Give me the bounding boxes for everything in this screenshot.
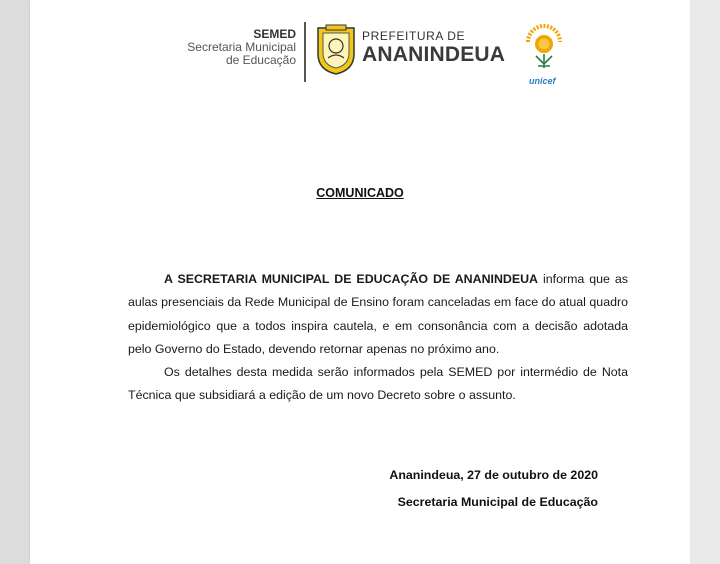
semed-line-2: de Educação xyxy=(225,53,296,67)
city-crest-icon xyxy=(314,24,358,76)
unicef-seal-icon xyxy=(522,18,566,80)
paragraph-1 xyxy=(128,268,628,361)
document-title xyxy=(30,184,690,202)
paragraph-1-rest: informa que as aulas presenciais da Rede Municipal de Ensino foram canceladas em face do atual quadro epidemiológico que a todos inspira cautela, e em consonância com a decisão adotada pelo Governo do Estado, devendo retornar apenas no próximo ano. xyxy=(128,272,629,356)
background-edge xyxy=(690,0,720,564)
semed-line-1: Secretaria Municipal xyxy=(187,40,296,54)
letterhead xyxy=(30,14,690,84)
prefeitura-label: PREFEITURA DE xyxy=(362,29,466,43)
letterhead-divider xyxy=(304,22,306,82)
document-page xyxy=(30,0,690,564)
unicef-label: unicef xyxy=(529,76,556,86)
place-date: Ananindeua, 27 de outubro de 2020 xyxy=(389,468,598,482)
city-name: ANANINDEUA xyxy=(362,43,506,66)
semed-title: SEMED xyxy=(253,27,296,41)
paragraph-1-lead: A SECRETARIA MUNICIPAL DE EDUCAÇÃO DE ANANINDEUA xyxy=(164,272,539,286)
document-body xyxy=(128,268,628,408)
signature-block xyxy=(360,462,598,516)
signature: Secretaria Municipal de Educação xyxy=(397,495,598,509)
semed-logo-text xyxy=(187,28,296,67)
paragraph-2: Os detalhes desta medida serão informados pela SEMED por intermédio de Nota Técnica que subsidiará a edição de um novo Decreto sobre o assunto. xyxy=(128,365,628,403)
document-title-text: COMUNICADO xyxy=(316,186,404,200)
prefeitura-logo-text xyxy=(362,30,505,66)
